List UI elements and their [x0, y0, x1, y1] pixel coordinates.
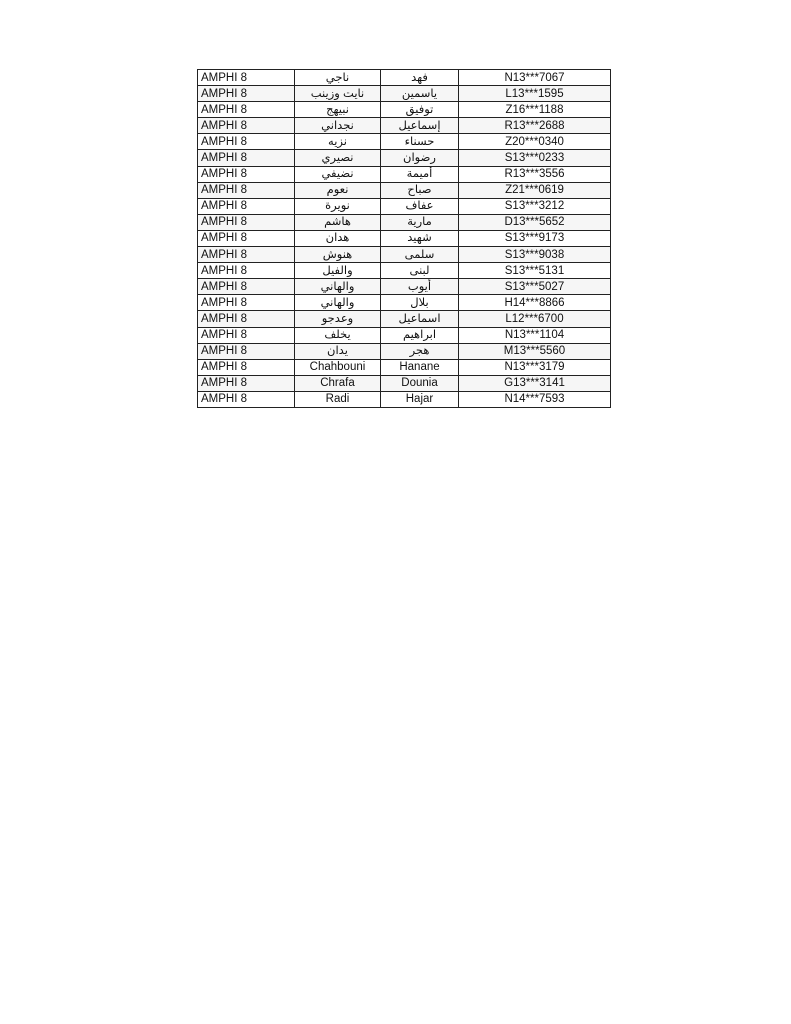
table-row [198, 214, 611, 230]
student-roster-table [197, 69, 611, 408]
last-name-cell: نويرة [295, 198, 381, 214]
student-id-cell: N13***1104 [459, 327, 611, 343]
roster-body [198, 70, 611, 408]
student-id-cell: D13***5652 [459, 214, 611, 230]
first-name-cell: أميمة [381, 166, 459, 182]
last-name-cell: Chahbouni [295, 359, 381, 375]
room-cell: AMPHI 8 [198, 182, 295, 198]
student-id-cell: M13***5560 [459, 343, 611, 359]
student-id-cell: R13***2688 [459, 118, 611, 134]
table-row [198, 198, 611, 214]
table-row [198, 247, 611, 263]
student-id-cell: S13***3212 [459, 198, 611, 214]
document-page [197, 69, 611, 408]
table-row [198, 70, 611, 86]
table-row [198, 230, 611, 246]
first-name-cell: صباح [381, 182, 459, 198]
table-row [198, 391, 611, 407]
first-name-cell: توفيق [381, 102, 459, 118]
table-row [198, 182, 611, 198]
first-name-cell: ابراهيم [381, 327, 459, 343]
last-name-cell: ناجي [295, 70, 381, 86]
first-name-cell: رضوان [381, 150, 459, 166]
table-row [198, 166, 611, 182]
student-id-cell: N14***7593 [459, 391, 611, 407]
table-row [198, 279, 611, 295]
table-row [198, 150, 611, 166]
last-name-cell: نايت وزينب [295, 86, 381, 102]
student-id-cell: N13***3179 [459, 359, 611, 375]
first-name-cell: ياسمين [381, 86, 459, 102]
student-id-cell: G13***3141 [459, 375, 611, 391]
first-name-cell: أيوب [381, 279, 459, 295]
first-name-cell: هجر [381, 343, 459, 359]
last-name-cell: نضيفي [295, 166, 381, 182]
first-name-cell: بلال [381, 295, 459, 311]
table-row [198, 375, 611, 391]
first-name-cell: لبنى [381, 263, 459, 279]
last-name-cell: هدان [295, 230, 381, 246]
room-cell: AMPHI 8 [198, 375, 295, 391]
first-name-cell: Hanane [381, 359, 459, 375]
table-row [198, 343, 611, 359]
table-row [198, 134, 611, 150]
last-name-cell: يدان [295, 343, 381, 359]
table-row [198, 327, 611, 343]
room-cell: AMPHI 8 [198, 311, 295, 327]
last-name-cell: والهاني [295, 295, 381, 311]
room-cell: AMPHI 8 [198, 279, 295, 295]
last-name-cell: هنوش [295, 247, 381, 263]
first-name-cell: مارية [381, 214, 459, 230]
room-cell: AMPHI 8 [198, 214, 295, 230]
student-id-cell: H14***8866 [459, 295, 611, 311]
room-cell: AMPHI 8 [198, 295, 295, 311]
room-cell: AMPHI 8 [198, 327, 295, 343]
table-row [198, 295, 611, 311]
student-id-cell: N13***7067 [459, 70, 611, 86]
last-name-cell: Chrafa [295, 375, 381, 391]
last-name-cell: Radi [295, 391, 381, 407]
first-name-cell: سلمى [381, 247, 459, 263]
table-row [198, 263, 611, 279]
first-name-cell: Hajar [381, 391, 459, 407]
first-name-cell: فهد [381, 70, 459, 86]
last-name-cell: يخلف [295, 327, 381, 343]
student-id-cell: S13***9173 [459, 230, 611, 246]
room-cell: AMPHI 8 [198, 86, 295, 102]
first-name-cell: Dounia [381, 375, 459, 391]
room-cell: AMPHI 8 [198, 230, 295, 246]
room-cell: AMPHI 8 [198, 118, 295, 134]
room-cell: AMPHI 8 [198, 166, 295, 182]
first-name-cell: عفاف [381, 198, 459, 214]
table-row [198, 118, 611, 134]
room-cell: AMPHI 8 [198, 263, 295, 279]
table-row [198, 359, 611, 375]
last-name-cell: نبيهج [295, 102, 381, 118]
room-cell: AMPHI 8 [198, 70, 295, 86]
student-id-cell: S13***5027 [459, 279, 611, 295]
student-id-cell: Z16***1188 [459, 102, 611, 118]
last-name-cell: وعدجو [295, 311, 381, 327]
first-name-cell: شهيد [381, 230, 459, 246]
last-name-cell: نجداني [295, 118, 381, 134]
room-cell: AMPHI 8 [198, 102, 295, 118]
table-row [198, 102, 611, 118]
student-id-cell: L12***6700 [459, 311, 611, 327]
student-id-cell: R13***3556 [459, 166, 611, 182]
last-name-cell: نزيه [295, 134, 381, 150]
last-name-cell: نصيري [295, 150, 381, 166]
room-cell: AMPHI 8 [198, 198, 295, 214]
student-id-cell: S13***0233 [459, 150, 611, 166]
room-cell: AMPHI 8 [198, 247, 295, 263]
last-name-cell: والهاني [295, 279, 381, 295]
first-name-cell: اسماعيل [381, 311, 459, 327]
room-cell: AMPHI 8 [198, 343, 295, 359]
last-name-cell: والفيل [295, 263, 381, 279]
room-cell: AMPHI 8 [198, 134, 295, 150]
student-id-cell: Z20***0340 [459, 134, 611, 150]
last-name-cell: نعوم [295, 182, 381, 198]
student-id-cell: S13***5131 [459, 263, 611, 279]
room-cell: AMPHI 8 [198, 150, 295, 166]
last-name-cell: هاشم [295, 214, 381, 230]
first-name-cell: إسماعيل [381, 118, 459, 134]
room-cell: AMPHI 8 [198, 359, 295, 375]
room-cell: AMPHI 8 [198, 391, 295, 407]
first-name-cell: حسناء [381, 134, 459, 150]
student-id-cell: S13***9038 [459, 247, 611, 263]
student-id-cell: L13***1595 [459, 86, 611, 102]
table-row [198, 86, 611, 102]
student-id-cell: Z21***0619 [459, 182, 611, 198]
table-row [198, 311, 611, 327]
